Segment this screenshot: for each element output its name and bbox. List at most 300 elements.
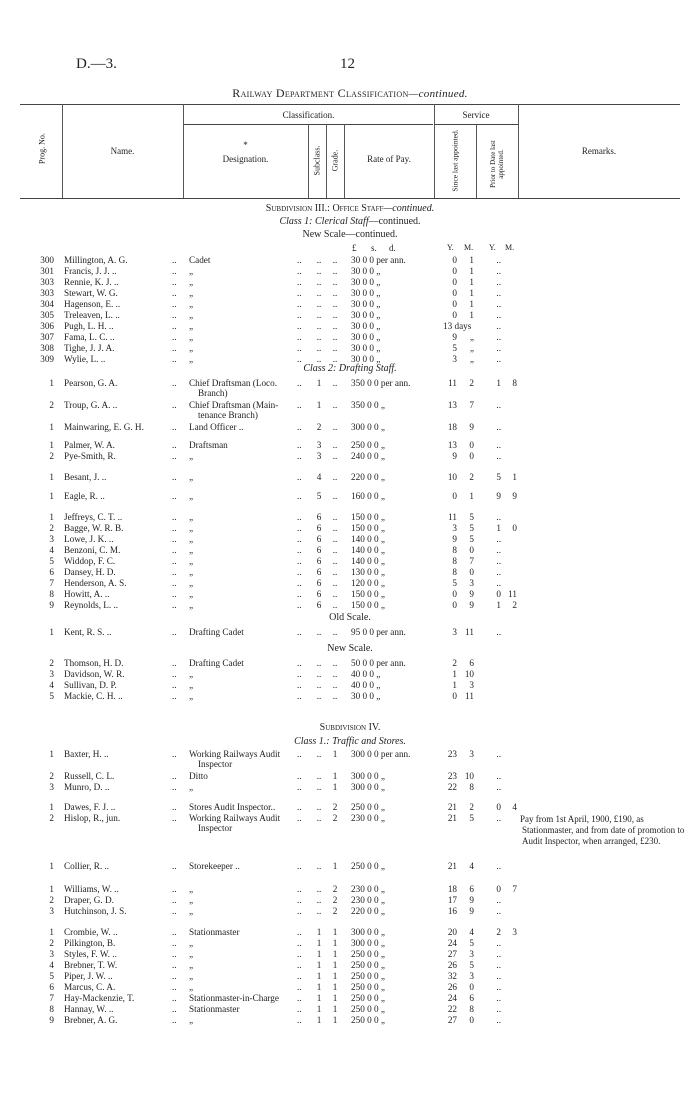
row-leader-dots: .. xyxy=(297,299,302,309)
row-rate-of-pay: 40 0 0 „ xyxy=(351,680,381,690)
row-name: Draper, G. D. xyxy=(64,895,114,905)
row-leader-dots: .. xyxy=(172,938,177,948)
row-subclass: .. xyxy=(316,332,322,342)
row-since-years: 3 xyxy=(452,523,457,533)
table-row xyxy=(0,491,700,502)
row-grade: .. xyxy=(332,440,338,450)
row-grade: .. xyxy=(332,472,338,482)
row-grade: 1 xyxy=(332,861,338,871)
row-leader-dots: .. xyxy=(172,332,177,342)
row-designation: „ xyxy=(189,906,194,916)
row-prog-no: 6 xyxy=(49,567,54,577)
row-leader-dots: .. xyxy=(172,749,177,759)
row-name: Hay-Mackenzie, T. xyxy=(64,993,135,1003)
row-name: Pye-Smith, R. xyxy=(64,451,116,461)
row-prior-years: .. xyxy=(496,1004,501,1014)
shilling-label: s. xyxy=(371,243,377,253)
row-leader-dots: .. xyxy=(297,1015,302,1025)
row-prior-years: 0 xyxy=(496,589,501,599)
row-designation: „ xyxy=(189,949,194,959)
table-row xyxy=(0,691,700,702)
row-leader-dots: .. xyxy=(297,589,302,599)
section-subdivision-3-cont: —continued. xyxy=(383,203,435,214)
table-row xyxy=(0,440,700,451)
row-prior-months: 0 xyxy=(512,523,517,533)
row-leader-dots: .. xyxy=(297,451,302,461)
table-row xyxy=(0,949,700,960)
row-leader-dots: .. xyxy=(297,523,302,533)
table-row xyxy=(0,277,700,288)
row-leader-dots: .. xyxy=(172,802,177,812)
table-row xyxy=(0,472,700,483)
row-designation: „ xyxy=(189,960,194,970)
page-title xyxy=(0,86,700,101)
row-rate-of-pay: 300 0 0 „ xyxy=(351,422,385,432)
row-subclass: 2 xyxy=(316,422,322,432)
row-prog-no: 306 xyxy=(40,321,54,331)
row-designation: Chief Draftsman (Loco. xyxy=(189,378,278,388)
row-prior-months: 3 xyxy=(512,927,517,937)
section-subdivision-4-title: Subdivision IV. xyxy=(319,722,381,733)
row-subclass: .. xyxy=(316,277,322,287)
row-grade: .. xyxy=(332,523,338,533)
row-prog-no: 8 xyxy=(49,589,54,599)
row-prior-months: 4 xyxy=(512,802,517,812)
row-name: Reynolds, L. .. xyxy=(64,600,119,610)
row-prog-no: 304 xyxy=(40,299,54,309)
row-leader-dots: .. xyxy=(172,266,177,276)
row-designation: Stores Audit Inspector.. xyxy=(189,802,276,812)
row-name: Lowe, J. K. .. xyxy=(64,534,114,544)
row-subclass: 1 xyxy=(316,993,322,1003)
document-reference: D.—3. xyxy=(76,56,117,72)
row-since-months: 2 xyxy=(469,378,474,388)
row-name: Dansey, H. D. xyxy=(64,567,116,577)
row-since-years: 0 xyxy=(452,255,457,265)
row-name: Pearson, G. A. xyxy=(64,378,118,388)
row-since-months: 11 xyxy=(465,691,474,701)
row-leader-dots: .. xyxy=(297,927,302,937)
row-leader-dots: .. xyxy=(297,960,302,970)
row-prog-no: 2 xyxy=(49,523,54,533)
row-rate-of-pay: 140 0 0 „ xyxy=(351,556,385,566)
row-since-years: 11 xyxy=(448,512,457,522)
row-since-years: 21 xyxy=(447,813,457,823)
row-leader-dots: .. xyxy=(297,491,302,501)
row-rate-of-pay: 220 0 0 „ xyxy=(351,906,385,916)
row-since-years: 20 xyxy=(447,927,457,937)
row-subclass: .. xyxy=(316,813,322,823)
row-grade: .. xyxy=(332,545,338,555)
table-row xyxy=(0,332,700,343)
row-prog-no: 4 xyxy=(49,960,54,970)
row-rate-of-pay: 150 0 0 „ xyxy=(351,512,385,522)
row-designation: „ xyxy=(189,895,194,905)
row-since-months: „ xyxy=(469,332,474,342)
row-subclass: 3 xyxy=(316,440,322,450)
row-since-months: 1 xyxy=(469,299,474,309)
pence-label: d. xyxy=(389,243,396,253)
row-since-months: 9 xyxy=(469,600,474,610)
row-rate-of-pay: 30 0 0 „ xyxy=(351,310,381,320)
row-prog-no: 2 xyxy=(49,771,54,781)
row-leader-dots: .. xyxy=(172,354,177,364)
row-since-months: 0 xyxy=(469,567,474,577)
row-subclass: 1 xyxy=(316,1015,322,1025)
section-subdivision-3-title: Subdivision III.: Office Staff xyxy=(265,203,384,214)
row-leader-dots: .. xyxy=(297,982,302,992)
table-row xyxy=(0,512,700,523)
row-since-months: 7 xyxy=(469,556,474,566)
row-prog-no: 2 xyxy=(49,938,54,948)
row-subclass: .. xyxy=(316,884,322,894)
table-row xyxy=(0,884,700,895)
row-prog-no: 4 xyxy=(49,545,54,555)
row-name: Munro, D. .. xyxy=(64,782,110,792)
row-leader-dots: .. xyxy=(297,422,302,432)
column-header-subclass: Subclass. xyxy=(312,145,322,176)
row-since-months: 3 xyxy=(469,749,474,759)
row-leader-dots: .. xyxy=(172,861,177,871)
row-prior-years: .. xyxy=(496,299,501,309)
row-prog-no: 1 xyxy=(49,884,54,894)
row-grade: 1 xyxy=(332,993,338,1003)
row-leader-dots: .. xyxy=(297,332,302,342)
row-designation: „ xyxy=(189,600,194,610)
row-leader-dots: .. xyxy=(172,578,177,588)
row-prior-years: .. xyxy=(496,1015,501,1025)
row-name: Hagenson, E. .. xyxy=(64,299,121,309)
row-leader-dots: .. xyxy=(172,1015,177,1025)
row-leader-dots: .. xyxy=(297,545,302,555)
row-leader-dots: .. xyxy=(297,813,302,823)
table-row xyxy=(0,771,700,782)
row-name: Jeffreys, C. T. .. xyxy=(64,512,123,522)
row-grade: 1 xyxy=(332,971,338,981)
table-row xyxy=(0,589,700,600)
table-row xyxy=(0,378,700,398)
row-rate-of-pay: 230 0 0 „ xyxy=(351,895,385,905)
row-rate-of-pay: 30 0 0 „ xyxy=(351,332,381,342)
row-prior-years: 0 xyxy=(496,884,501,894)
row-leader-dots: .. xyxy=(172,993,177,1003)
row-name: Bagge, W. R. B. xyxy=(64,523,124,533)
row-designation: „ xyxy=(189,277,194,287)
row-leader-dots: .. xyxy=(297,895,302,905)
row-designation: Land Officer .. xyxy=(189,422,244,432)
row-since-months: 0 xyxy=(469,440,474,450)
row-name: Dawes, F. J. .. xyxy=(64,802,116,812)
row-prior-years: .. xyxy=(496,451,501,461)
row-leader-dots: .. xyxy=(172,669,177,679)
table-row xyxy=(0,749,700,769)
row-since-months: 9 xyxy=(469,895,474,905)
row-rate-of-pay: 240 0 0 „ xyxy=(351,451,385,461)
row-name: Mainwaring, E. G. H. xyxy=(64,422,144,432)
row-subclass: 1 xyxy=(316,960,322,970)
row-prog-no: 3 xyxy=(49,906,54,916)
row-name: Collier, R. .. xyxy=(64,861,110,871)
row-name: Thomson, H. D. xyxy=(64,658,124,668)
row-leader-dots: .. xyxy=(297,971,302,981)
row-name: Besant, J. .. xyxy=(64,472,107,482)
row-designation: „ xyxy=(189,288,194,298)
table-row xyxy=(0,802,700,813)
row-since-months: 0 xyxy=(469,1015,474,1025)
row-leader-dots: .. xyxy=(172,534,177,544)
row-leader-dots: .. xyxy=(172,343,177,353)
row-grade: .. xyxy=(332,512,338,522)
remark-hislop: Pay from 1st April, 1900, £190, as Stationmaster, and from date of promotion to Audit Inspector, when arranged, £230. xyxy=(520,814,685,846)
table-row xyxy=(0,938,700,949)
row-since-years: 22 xyxy=(447,782,457,792)
row-designation-cont: tenance Branch) xyxy=(198,410,258,420)
row-prior-years: .. xyxy=(496,813,501,823)
row-rate-of-pay: 350 0 0 „ xyxy=(351,400,385,410)
row-subclass: .. xyxy=(316,321,322,331)
row-designation: „ xyxy=(189,512,194,522)
table-row xyxy=(0,861,700,872)
row-rate-of-pay: 50 0 0 per ann. xyxy=(351,658,406,668)
row-designation: Cadet xyxy=(189,255,211,265)
column-header-classification: Classification. xyxy=(282,110,335,120)
row-grade: .. xyxy=(332,266,338,276)
row-name: Crombie, W. .. xyxy=(64,927,118,937)
row-prior-years: .. xyxy=(496,545,501,555)
row-rate-of-pay: 30 0 0 „ xyxy=(351,321,381,331)
row-grade: 1 xyxy=(332,771,338,781)
row-name: Benzoni, C. M. xyxy=(64,545,121,555)
row-leader-dots: .. xyxy=(172,567,177,577)
table-row xyxy=(0,658,700,669)
table-row xyxy=(0,422,700,433)
row-leader-dots: .. xyxy=(172,813,177,823)
prior-years-label: Y. xyxy=(489,243,496,252)
column-header-designation-mark: * xyxy=(243,140,248,150)
row-designation: „ xyxy=(189,982,194,992)
row-rate-of-pay: 30 0 0 „ xyxy=(351,354,381,364)
row-since-months: 9 xyxy=(469,589,474,599)
row-leader-dots: .. xyxy=(172,691,177,701)
row-since-months: 3 xyxy=(469,971,474,981)
row-rate-of-pay: 95 0 0 per ann. xyxy=(351,627,406,637)
prior-months-label: M. xyxy=(505,243,515,252)
row-subclass: .. xyxy=(316,749,322,759)
row-leader-dots: .. xyxy=(172,451,177,461)
row-leader-dots: .. xyxy=(297,440,302,450)
row-since-months: 3 xyxy=(469,949,474,959)
row-rate-of-pay: 250 0 0 „ xyxy=(351,971,385,981)
row-since-months: 1 xyxy=(469,491,474,501)
table-row xyxy=(0,534,700,545)
row-designation: „ xyxy=(189,523,194,533)
row-prog-no: 6 xyxy=(49,982,54,992)
row-since-years: 3 xyxy=(452,354,457,364)
row-since-months: 8 xyxy=(469,1004,474,1014)
row-prior-years: .. xyxy=(496,332,501,342)
row-leader-dots: .. xyxy=(297,600,302,610)
row-prior-years: .. xyxy=(496,749,501,759)
row-since-years: 0 xyxy=(452,600,457,610)
section-class-2-title: Class 2: Drafting Staff. xyxy=(303,363,397,374)
row-grade: .. xyxy=(332,600,338,610)
row-grade: .. xyxy=(332,422,338,432)
row-grade: .. xyxy=(332,658,338,668)
row-prior-months: 11 xyxy=(508,589,517,599)
row-grade: 1 xyxy=(332,927,338,937)
row-leader-dots: .. xyxy=(297,288,302,298)
row-prog-no: 1 xyxy=(49,378,54,388)
row-leader-dots: .. xyxy=(297,378,302,388)
row-grade: .. xyxy=(332,310,338,320)
row-leader-dots: .. xyxy=(297,556,302,566)
row-designation: „ xyxy=(189,299,194,309)
row-designation: Working Railways Audit xyxy=(189,813,281,823)
row-leader-dots: .. xyxy=(172,472,177,482)
row-prior-years: 1 xyxy=(496,523,501,533)
row-grade: .. xyxy=(332,556,338,566)
row-prior-years: .. xyxy=(496,343,501,353)
table-row xyxy=(0,255,700,266)
row-leader-dots: .. xyxy=(172,600,177,610)
row-subclass: 1 xyxy=(316,938,322,948)
row-prior-years: .. xyxy=(496,627,501,637)
row-subclass: 6 xyxy=(316,556,322,566)
section-class-1-title: Class 1: Clerical Staff xyxy=(279,216,369,227)
row-since-months: 2 xyxy=(469,802,474,812)
row-subclass: .. xyxy=(316,691,322,701)
row-leader-dots: .. xyxy=(172,277,177,287)
row-rate-of-pay: 300 0 0 „ xyxy=(351,782,385,792)
row-grade: 1 xyxy=(332,749,338,759)
column-header-name: Name. xyxy=(110,146,135,156)
column-header-service: Service xyxy=(462,110,490,120)
row-designation: „ xyxy=(189,578,194,588)
row-since-years: 24 xyxy=(447,938,457,948)
row-prog-no: 4 xyxy=(49,680,54,690)
row-prog-no: 7 xyxy=(49,578,54,588)
row-leader-dots: .. xyxy=(172,771,177,781)
row-name: Henderson, A. S. xyxy=(64,578,127,588)
row-subclass: .. xyxy=(316,310,322,320)
row-rate-of-pay: 250 0 0 „ xyxy=(351,993,385,1003)
row-leader-dots: .. xyxy=(172,589,177,599)
row-rate-of-pay: 250 0 0 „ xyxy=(351,861,385,871)
row-since-months: „ xyxy=(469,343,474,353)
column-header-designation: Designation. xyxy=(222,154,269,164)
row-grade: .. xyxy=(332,400,338,410)
row-rate-of-pay: 130 0 0 „ xyxy=(351,567,385,577)
row-subclass: 1 xyxy=(316,378,322,388)
row-prog-no: 305 xyxy=(40,310,54,320)
row-leader-dots: .. xyxy=(297,938,302,948)
row-prog-no: 1 xyxy=(49,861,54,871)
row-since-years: 17 xyxy=(447,895,457,905)
row-designation: „ xyxy=(189,472,194,482)
row-since-months: 6 xyxy=(469,993,474,1003)
row-name: Sullivan, D. P. xyxy=(64,680,117,690)
row-since-months: 8 xyxy=(469,782,474,792)
row-leader-dots: .. xyxy=(172,782,177,792)
row-prior-years: .. xyxy=(496,982,501,992)
row-since-months: 0 xyxy=(469,545,474,555)
row-subclass: 6 xyxy=(316,512,322,522)
row-grade: .. xyxy=(332,567,338,577)
row-prog-no: 1 xyxy=(49,440,54,450)
row-since-years: 5 xyxy=(452,343,457,353)
row-leader-dots: .. xyxy=(297,310,302,320)
row-grade: .. xyxy=(332,691,338,701)
row-grade: .. xyxy=(332,255,338,265)
row-prog-no: 1 xyxy=(49,472,54,482)
row-subclass: .. xyxy=(316,669,322,679)
row-name: Baxter, H. .. xyxy=(64,749,109,759)
row-name: Marcus, C. A. xyxy=(64,982,116,992)
row-rate-of-pay: 30 0 0 „ xyxy=(351,691,381,701)
row-rate-of-pay: 250 0 0 „ xyxy=(351,440,385,450)
row-leader-dots: .. xyxy=(297,680,302,690)
row-leader-dots: .. xyxy=(297,321,302,331)
table-row xyxy=(0,343,700,354)
row-prior-years: 0 xyxy=(496,802,501,812)
row-name: Davidson, W. R. xyxy=(64,669,125,679)
row-prior-years: .. xyxy=(496,578,501,588)
row-prior-years: .. xyxy=(496,906,501,916)
row-rate-of-pay: 300 0 0 per ann. xyxy=(351,749,411,759)
row-grade: 1 xyxy=(332,982,338,992)
row-prior-years: .. xyxy=(496,400,501,410)
row-name: Styles, F. W. .. xyxy=(64,949,117,959)
row-leader-dots: .. xyxy=(297,255,302,265)
row-prior-years: .. xyxy=(496,310,501,320)
row-grade: .. xyxy=(332,589,338,599)
row-since-years: 2 xyxy=(452,658,457,668)
row-rate-of-pay: 250 0 0 „ xyxy=(351,1015,385,1025)
row-leader-dots: .. xyxy=(297,578,302,588)
row-leader-dots: .. xyxy=(297,627,302,637)
row-name: Francis, J. J. .. xyxy=(64,266,117,276)
row-designation: „ xyxy=(189,884,194,894)
row-grade: .. xyxy=(332,332,338,342)
row-rate-of-pay: 30 0 0 „ xyxy=(351,277,381,287)
row-grade: 1 xyxy=(332,949,338,959)
page-title-cont: —continued. xyxy=(408,88,468,100)
row-since-months: 2 xyxy=(469,472,474,482)
row-prior-years: .. xyxy=(496,895,501,905)
row-grade: 2 xyxy=(332,895,338,905)
row-since-years: 8 xyxy=(452,556,457,566)
row-prog-no: 7 xyxy=(49,993,54,1003)
row-prior-years: .. xyxy=(496,949,501,959)
row-since-months: 5 xyxy=(469,523,474,533)
table-row xyxy=(0,782,700,793)
row-since-months: 4 xyxy=(469,927,474,937)
row-subclass: .. xyxy=(316,266,322,276)
row-prog-no: 307 xyxy=(40,332,54,342)
row-since-years: 9 xyxy=(452,332,457,342)
row-grade: .. xyxy=(332,288,338,298)
row-prior-months: 2 xyxy=(512,600,517,610)
row-since-years: 27 xyxy=(447,949,457,959)
section-subdivision-3 xyxy=(0,203,700,214)
row-name: Wylie, L. .. xyxy=(64,354,106,364)
row-leader-dots: .. xyxy=(297,277,302,287)
row-leader-dots: .. xyxy=(172,299,177,309)
table-row xyxy=(0,895,700,906)
row-designation: Ditto xyxy=(189,771,208,781)
row-grade: 1 xyxy=(332,782,338,792)
table-row xyxy=(0,299,700,310)
